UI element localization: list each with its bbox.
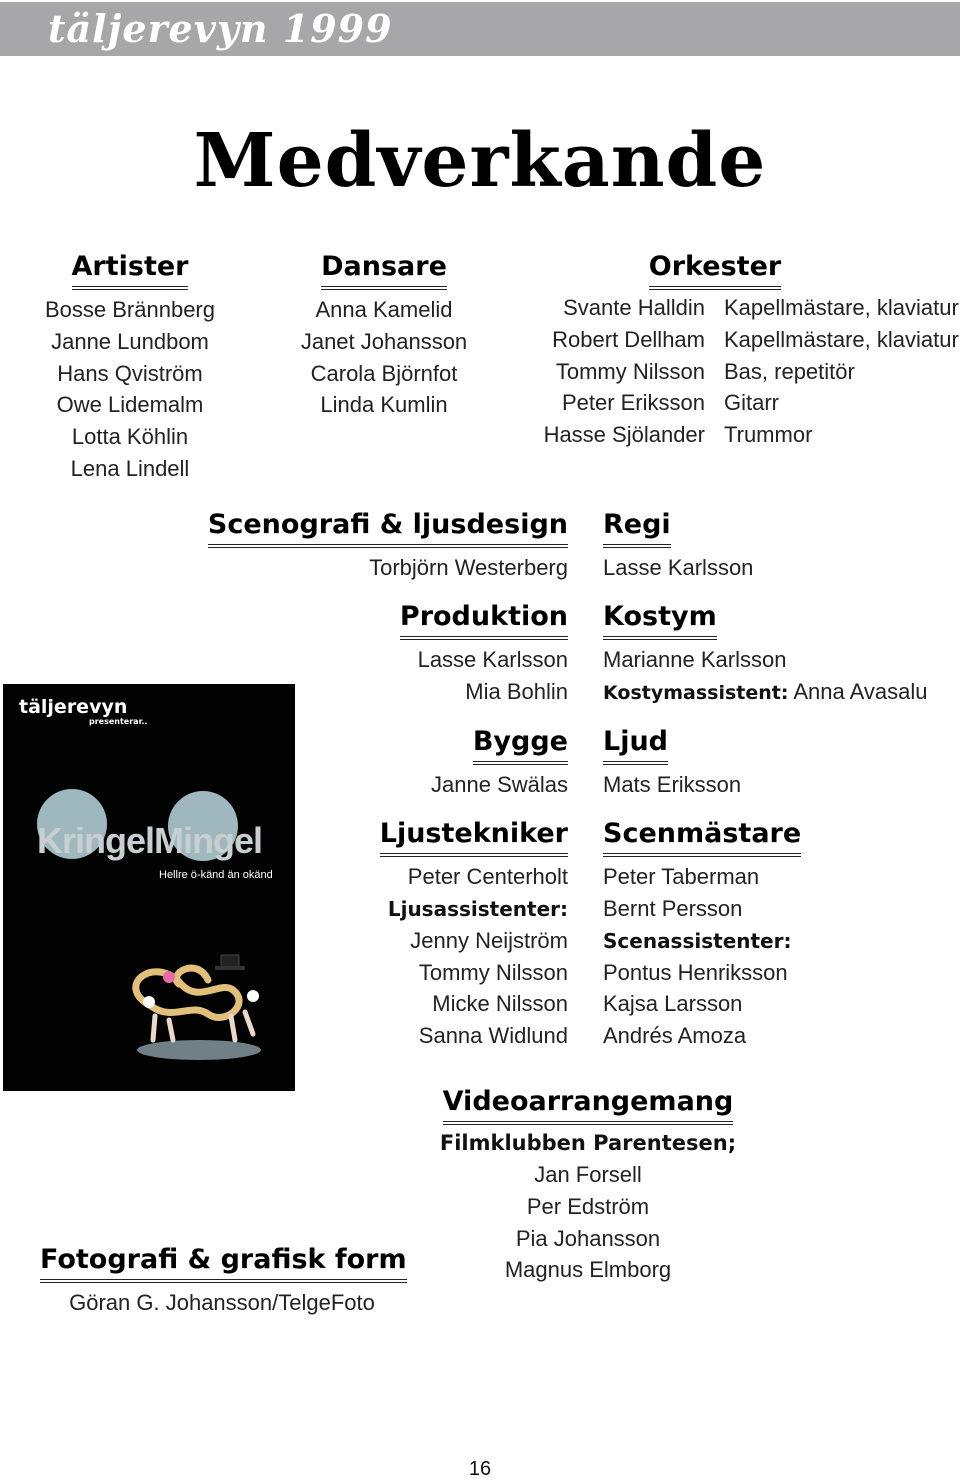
- musician-name: Svante Halldin: [563, 295, 705, 320]
- list-item: Magnus Elmborg: [504, 1257, 672, 1283]
- list-item: Owe Lidemalm: [56, 392, 204, 418]
- section-heading: Ljud: [603, 727, 668, 765]
- section-heading: Ljustekniker: [380, 819, 568, 857]
- musician-role: Bas, repetitör: [724, 358, 855, 384]
- list-item: Jenny Neijström: [410, 927, 568, 953]
- poster-title-part1: Kringel: [37, 820, 155, 861]
- list-item: Jan Forsell: [534, 1162, 642, 1187]
- poster-brand: täljerevyn: [19, 696, 128, 718]
- list-item: Peter Taberman: [603, 864, 760, 889]
- list-item: Tommy Nilsson: [418, 959, 568, 985]
- banner-title: täljerevyn 1999: [48, 6, 393, 51]
- list-item: Linda Kumlin: [320, 392, 448, 418]
- section-produktion: [330, 602, 568, 708]
- list-item: Lasse Karlsson: [417, 647, 568, 672]
- musician-role: Gitarr: [724, 390, 779, 416]
- musician-name: Peter Eriksson: [561, 390, 705, 416]
- musician-role: Trummor: [724, 422, 813, 448]
- list-item: Per Edström: [526, 1193, 650, 1219]
- section-heading: Kostym: [603, 602, 717, 640]
- list-item: Lasse Karlsson: [603, 555, 754, 580]
- list-item: Kajsa Larsson: [603, 991, 743, 1017]
- musician-role: Kapellmästare, klaviatur: [724, 326, 959, 352]
- list-item: Bernt Persson: [603, 895, 743, 921]
- section-scenografi: [180, 510, 568, 584]
- list-item: Lena Lindell: [70, 455, 190, 481]
- list-item: Sanna Widlund: [418, 1023, 568, 1049]
- list-item: Hans Qviström: [57, 360, 203, 386]
- list-item: Peter Centerholt: [407, 864, 568, 889]
- kostym-assistant-row: [603, 676, 953, 709]
- list-item: Mia Bohlin: [465, 678, 568, 704]
- list-item: Torbjörn Westerberg: [369, 555, 568, 580]
- list-item: Mats Eriksson: [603, 772, 742, 797]
- list-item: Janne Swälas: [431, 772, 568, 797]
- list-item: Pia Johansson: [515, 1225, 661, 1251]
- kostym-assistant-name: Anna Avasalu: [793, 678, 928, 704]
- section-dansare: [284, 252, 484, 421]
- section-regi: [603, 510, 933, 584]
- ljusassistenter-label: Ljusassistenter:: [387, 896, 568, 921]
- musician-role: Kapellmästare, klaviatur: [724, 295, 959, 320]
- video-club: Filmklubben Parentesen;: [439, 1131, 737, 1155]
- list-item: Göran G. Johansson/TelgeFoto: [69, 1290, 375, 1315]
- poster-tagline: Hellre ö-känd än okänd: [159, 869, 273, 881]
- section-heading: Bygge: [473, 727, 568, 765]
- kostym-assistant-label: Kostymassistent:: [603, 681, 789, 704]
- section-orkester-heading: [615, 252, 815, 290]
- list-item: Micke Nilsson: [432, 991, 568, 1017]
- section-ljud: [603, 727, 933, 801]
- section-artister: [30, 252, 230, 485]
- list-item: Bosse Brännberg: [45, 297, 215, 322]
- orkester-roles: [724, 292, 960, 451]
- section-heading: Scenografi & ljusdesign: [208, 510, 568, 548]
- list-item: Carola Björnfot: [310, 360, 458, 386]
- section-ljustekniker: [330, 819, 568, 1052]
- section-heading: Scenmästare: [603, 819, 801, 857]
- list-item: Pontus Henriksson: [603, 959, 788, 985]
- poster-presents: presenterar..: [89, 717, 148, 726]
- section-heading: Dansare: [321, 252, 447, 290]
- page-title: Medverkande: [193, 118, 767, 204]
- section-kostym: [603, 602, 953, 709]
- header-banner: [0, 2, 960, 56]
- page-number: 16: [468, 1458, 492, 1480]
- scenassistenter-label: Scenassistenter:: [603, 928, 792, 953]
- section-heading: Regi: [603, 510, 671, 548]
- section-heading: Orkester: [649, 252, 781, 290]
- musician-name: Robert Dellham: [552, 326, 705, 352]
- section-video: [428, 1087, 748, 1286]
- section-bygge: [330, 727, 568, 801]
- list-item: Marianne Karlsson: [603, 647, 787, 672]
- section-scenmastare: [603, 819, 933, 1052]
- list-item: Anna Kamelid: [315, 297, 453, 322]
- section-heading: Videoarrangemang: [443, 1087, 734, 1125]
- list-item: Lotta Köhlin: [71, 424, 189, 450]
- musician-name: Hasse Sjölander: [543, 422, 705, 448]
- poster-title: [37, 820, 262, 862]
- section-heading: Fotografi & grafisk form: [40, 1245, 407, 1283]
- poster-artwork: [3, 684, 295, 1091]
- section-heading: Artister: [72, 252, 189, 290]
- list-item: Janet Johansson: [300, 328, 468, 354]
- poster-title-part2: Mingel: [154, 820, 263, 861]
- kringelmingel-poster: [3, 684, 295, 1091]
- section-heading: Produktion: [400, 602, 568, 640]
- orkester-names: [520, 292, 705, 451]
- list-item: Andrés Amoza: [603, 1023, 747, 1049]
- list-item: Janne Lundbom: [51, 328, 209, 354]
- section-foto: [40, 1244, 407, 1319]
- musician-name: Tommy Nilsson: [555, 358, 705, 384]
